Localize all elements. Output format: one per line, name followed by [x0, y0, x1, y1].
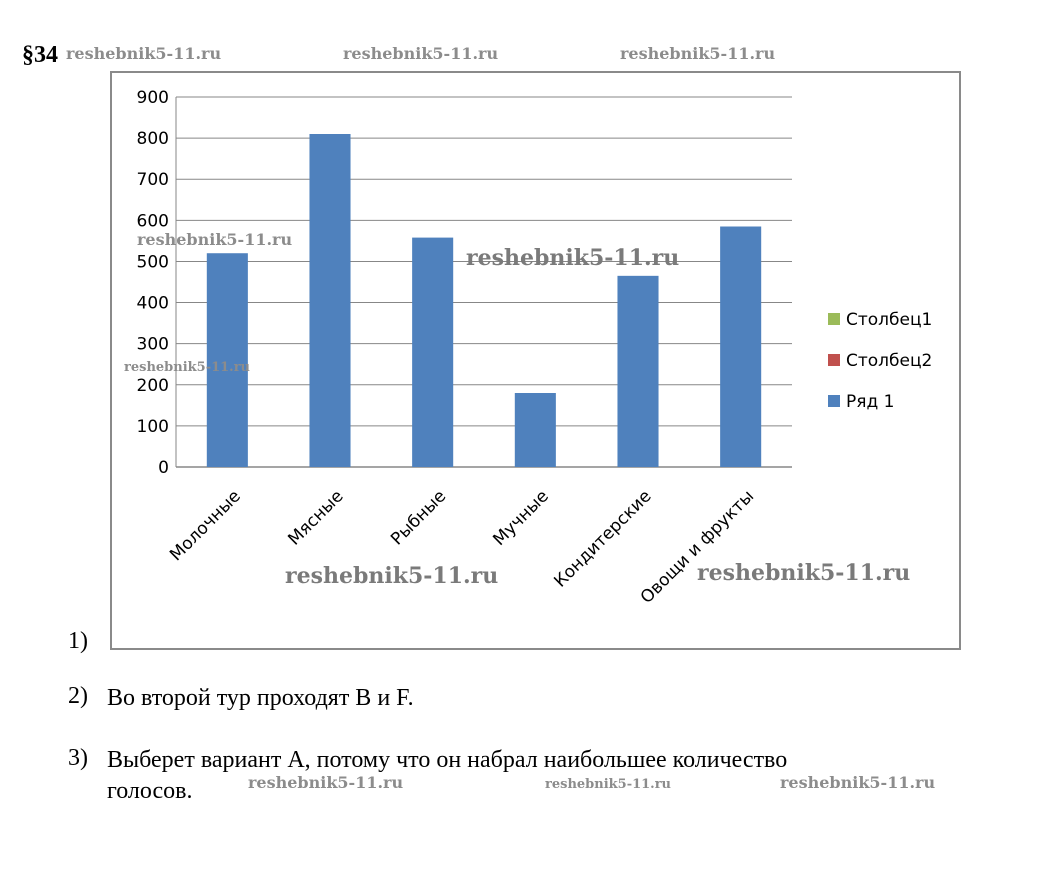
y-tick-label: 600 — [136, 211, 169, 232]
legend-swatch — [828, 395, 840, 407]
watermark-text: reshebnik5-11.ru — [620, 44, 776, 63]
watermark-text: reshebnik5-11.ru — [466, 245, 680, 271]
legend-swatch — [828, 313, 840, 325]
y-tick-label: 100 — [136, 416, 169, 437]
gridlines — [176, 97, 792, 467]
x-tick-label: Кондитерские — [550, 486, 656, 592]
watermark-text: reshebnik5-11.ru — [137, 230, 293, 249]
y-tick-label: 0 — [158, 458, 169, 478]
y-tick-label: 300 — [136, 334, 169, 355]
x-axis-ticks — [166, 486, 758, 607]
x-tick-label: Рыбные — [387, 486, 451, 550]
watermark-text: reshebnik5-11.ru — [124, 360, 251, 375]
y-tick-label: 500 — [136, 252, 169, 273]
x-tick-label: Мучные — [489, 486, 553, 550]
watermark-text: reshebnik5-11.ru — [545, 777, 672, 792]
x-tick-label: Молочные — [166, 486, 245, 566]
bar-2 — [309, 134, 350, 467]
y-tick-label: 400 — [136, 293, 169, 314]
list-item-2-text: Во второй тур проходят В и F. — [107, 685, 414, 711]
y-tick-label: 800 — [136, 129, 169, 150]
list-number-3: 3) — [68, 745, 88, 771]
y-tick-label: 200 — [136, 375, 169, 396]
legend — [828, 310, 932, 412]
legend-label: Столбец2 — [846, 351, 933, 371]
bars — [207, 134, 761, 467]
list-number-2: 2) — [68, 683, 88, 709]
watermark-text: reshebnik5-11.ru — [66, 44, 222, 63]
bar-3 — [412, 238, 453, 467]
bar-6 — [720, 227, 761, 468]
list-item-3-line1: Выберет вариант А, потому что он набрал наибольшее количество — [107, 747, 788, 773]
watermark-text: reshebnik5-11.ru — [697, 560, 911, 586]
bar-5 — [617, 276, 658, 467]
list-number-1: 1) — [68, 628, 88, 654]
watermark-text: reshebnik5-11.ru — [780, 773, 936, 792]
x-tick-label: Мясные — [284, 486, 348, 550]
list-item-3-line2: голосов. — [107, 778, 193, 804]
watermark-text: reshebnik5-11.ru — [285, 563, 499, 589]
x-tick-label: Овощи и фрукты — [636, 486, 759, 608]
y-tick-label: 900 — [136, 88, 169, 108]
y-axis-ticks — [137, 88, 169, 478]
bar-4 — [515, 393, 556, 467]
legend-label: Столбец1 — [846, 310, 933, 330]
legend-label: Ряд 1 — [846, 392, 895, 412]
watermark-text: reshebnik5-11.ru — [248, 773, 404, 792]
y-tick-label: 700 — [136, 170, 169, 191]
watermark-text: reshebnik5-11.ru — [343, 44, 499, 63]
legend-swatch — [828, 354, 840, 366]
section-number: §34 — [22, 42, 58, 68]
